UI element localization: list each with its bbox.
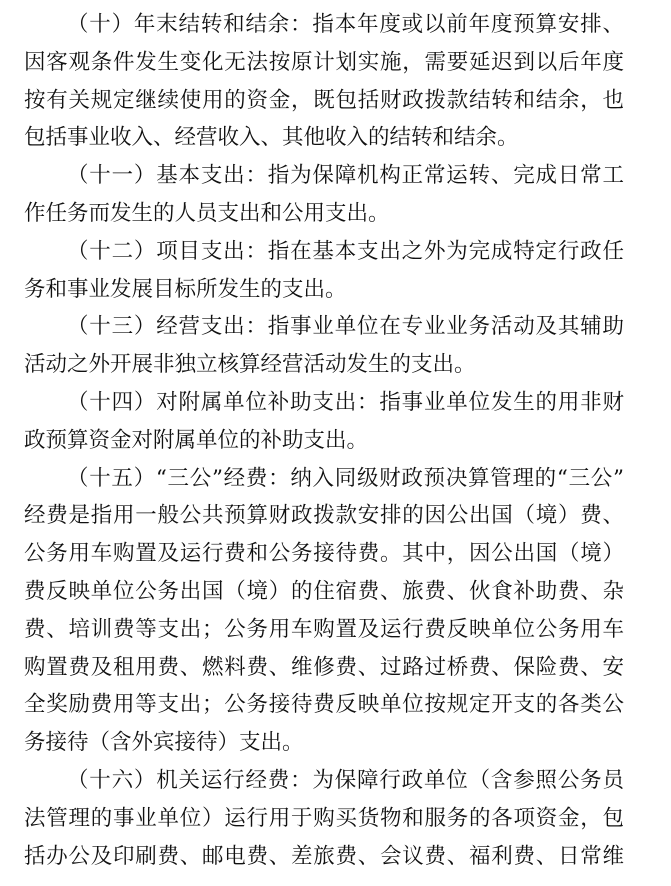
text-line: （十）年末结转和结余：指本年度或以前年度预算安排、 [67, 12, 624, 37]
text-line: （十四）对附属单位补助支出：指事业单位发生的用非财 [67, 389, 624, 415]
document-page [24, 0, 624, 875]
paragraph-basic-expenditure [24, 157, 624, 233]
text-line: 务接待（含外宾接待）支出。 [24, 730, 304, 756]
text-line: 全奖励费用等支出；公务接待费反映单位按规定开支的各类公 [24, 692, 624, 718]
text-line: （十五）“三公”经费：纳入同级财政预决算管理的“三公” [67, 465, 624, 491]
paragraph-project-expenditure [24, 233, 624, 309]
paragraph-operating-expenditure [24, 308, 624, 384]
text-line: 包括事业收入、经营收入、其他收入的结转和结余。 [24, 125, 519, 151]
text-line: （十一）基本支出：指为保障机构正常运转、完成日常工 [67, 163, 624, 189]
paragraph-subsidiary-subsidy [24, 384, 624, 460]
text-line: 购置费及租用费、燃料费、维修费、过路过桥费、保险费、安 [24, 654, 624, 680]
text-line: 法管理的事业单位）运行用于购买货物和服务的各项资金，包 [24, 805, 624, 831]
text-line: 务和事业发展目标所发生的支出。 [24, 276, 347, 302]
text-line: 经费是指用一般公共预算财政拨款安排的因公出国（境）费、 [24, 503, 624, 529]
text-line: 按有关规定继续使用的资金，既包括财政拨款结转和结余，也 [24, 87, 624, 113]
paragraph-year-end-balance [24, 6, 624, 157]
text-line: （十三）经营支出：指事业单位在专业业务活动及其辅助 [67, 314, 624, 340]
text-line: （十二）项目支出：指在基本支出之外为完成特定行政任 [67, 238, 624, 264]
text-line: （十六）机关运行经费：为保障行政单位（含参照公务员 [67, 767, 624, 793]
paragraph-three-public-expenses [24, 460, 624, 762]
text-line: 活动之外开展非独立核算经营活动发生的支出。 [24, 352, 476, 378]
text-line: 作任务而发生的人员支出和公用支出。 [24, 200, 390, 226]
text-line: 费反映单位公务出国（境）的住宿费、旅费、伙食补助费、杂 [24, 578, 624, 604]
paragraph-agency-operating-funds [24, 762, 624, 875]
text-line: 公务用车购置及运行费和公务接待费。其中，因公出国（境） [24, 541, 624, 567]
text-line: 政预算资金对附属单位的补助支出。 [24, 427, 369, 453]
text-line: 括办公及印刷费、邮电费、差旅费、会议费、福利费、日常维 [24, 843, 624, 869]
text-line: 费、培训费等支出；公务用车购置及运行费反映单位公务用车 [24, 616, 624, 642]
text-line: 因客观条件发生变化无法按原计划实施，需要延迟到以后年度 [24, 49, 624, 75]
